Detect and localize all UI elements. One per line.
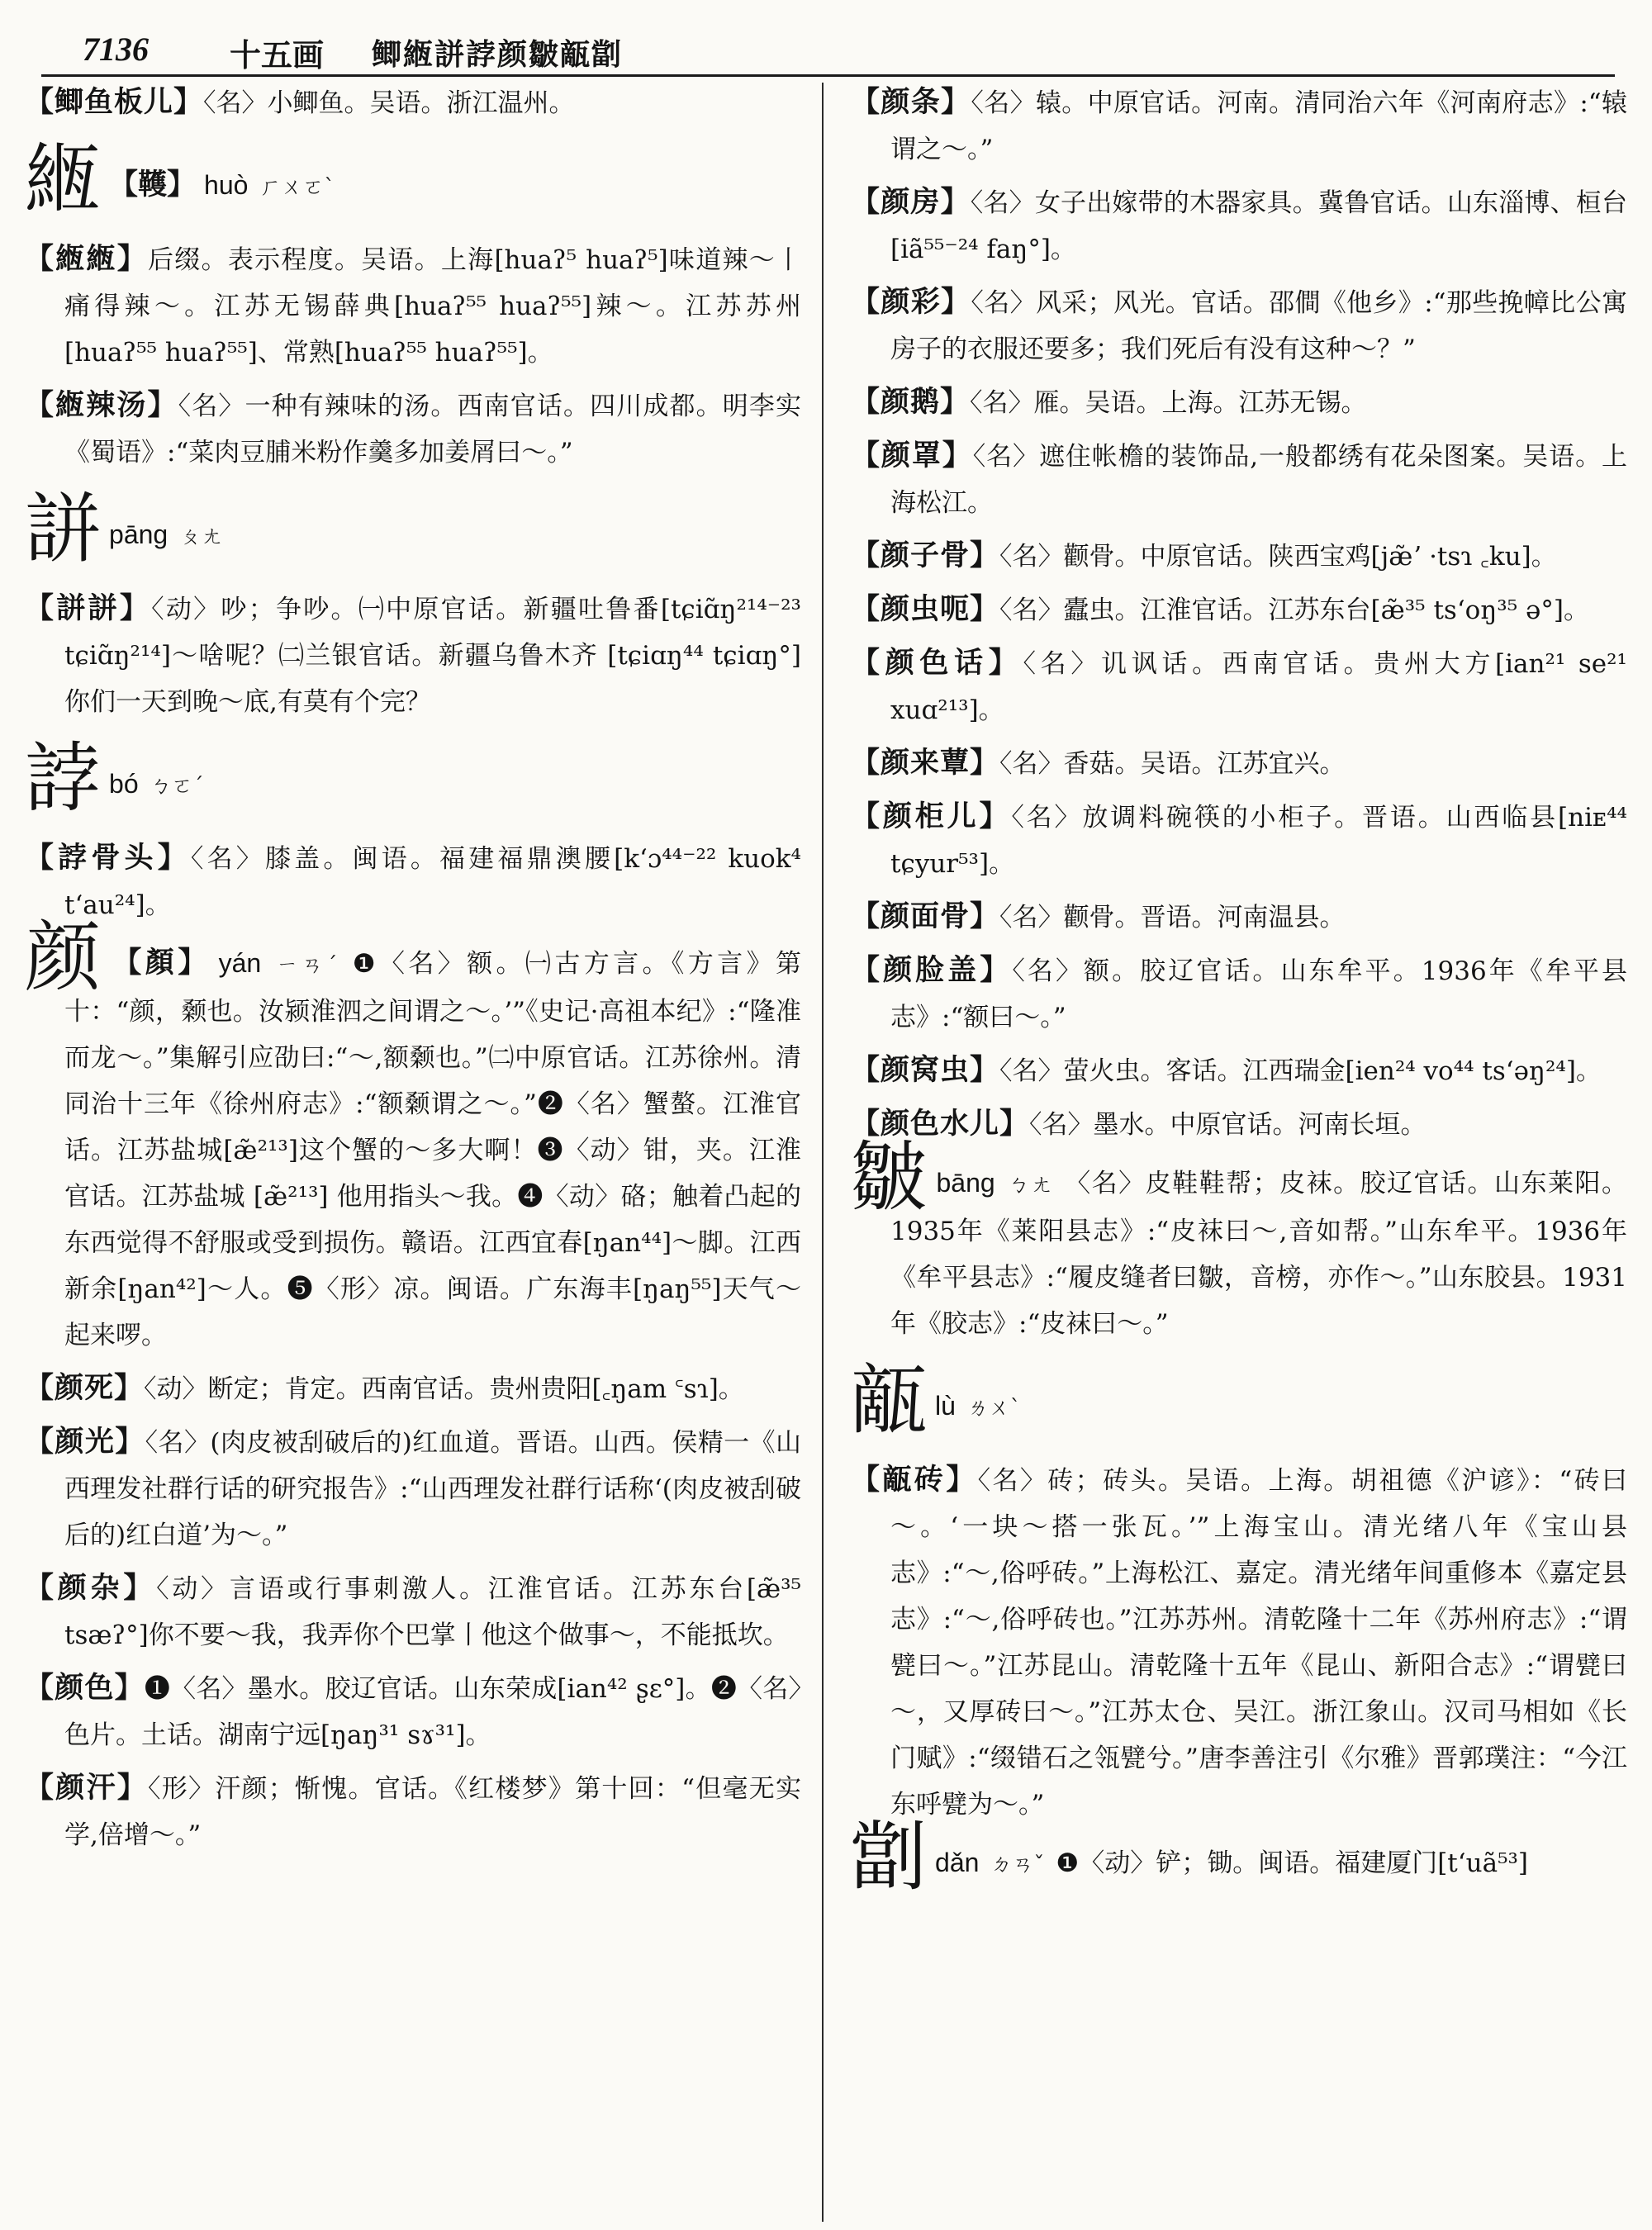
right-column: [851, 79, 1627, 2227]
entry-definition: 〈名〉额。胶辽官话。山东牟平。1936年《牟平县志》:“额曰～。”: [890, 956, 1627, 1032]
entry-term: 【誁誁】: [25, 591, 152, 625]
stroke-section: 十五画: [230, 36, 325, 74]
entry-definition: 〈名〉女子出嫁带的木器家具。冀鲁官话。山东淄博、桓台[iã⁵⁵⁻²⁴ faŋ°]。: [890, 188, 1627, 264]
entry-definition: 〈名〉膝盖。闽语。福建福鼎澳腰[k‘ɔ⁴⁴⁻²² kuok⁴ t‘au²⁴]。: [64, 844, 801, 920]
entry-definition: 〈名〉辕。中原官话。河南。清同治六年《河南府志》:“辕谓之～。”: [890, 88, 1627, 164]
entry-term: 【颜光】: [25, 1425, 145, 1459]
headword-pinyin: lù: [935, 1391, 956, 1421]
entry-term: 【颜条】: [851, 85, 971, 119]
entry-term: 【颜汗】: [25, 1771, 148, 1805]
entry-term: 【鲫鱼板儿】: [25, 85, 204, 119]
entry-term: 【颜房】: [851, 185, 971, 219]
dictionary-entry: [25, 1565, 801, 1658]
headword-entry: [25, 733, 801, 832]
headword-entry: [851, 1813, 1627, 1901]
headword-character: 緪: [25, 135, 102, 224]
headword-character: 颜: [25, 913, 105, 1002]
header-characters: 鲫緪誁誖颜皺甋劏: [372, 37, 624, 72]
dictionary-entry: [25, 236, 801, 376]
headword-character: 皺: [851, 1133, 928, 1222]
entry-definition: 〈名〉讥讽话。西南官话。贵州大方[ian²¹ se²¹ xuɑ²¹³]。: [890, 649, 1627, 725]
dictionary-entry: [851, 1101, 1627, 1148]
entry-definition: 〈名〉一种有辣味的汤。西南官话。四川成都。明李实《蜀语》:“菜肉豆脯米粉作羹多加姜屑曰～。”: [64, 391, 801, 467]
dictionary-entry: [851, 1047, 1627, 1094]
entry-definition: 〈名〉萤火虫。客话。江西瑞金[ien²⁴ vo⁴⁴ ts‘əŋ²⁴]。: [999, 1056, 1602, 1086]
page-number: 7136: [83, 31, 149, 68]
entry-term: 【颜窝虫】: [851, 1053, 1000, 1087]
entry-term: 【颜罩】: [851, 439, 973, 472]
dictionary-entry: [25, 1419, 801, 1559]
entry-definition: 〈名〉砖；砖头。吴语。上海。胡祖德《沪谚》：“砖曰～。‘一块～搭一张瓦。’”上海宝山。清光绪八年《宝山县志》:“～,俗呼砖。”上海松江、嘉定。清光绪年间重修本《嘉定县志》:“～,俗呼砖也。”江苏苏州。清乾隆十二年《苏州府志》:“谓甓曰～。”江苏昆山。清乾隆十五年《昆山、新阳合志》:“谓甓曰～，又厚砖曰～。”江苏太仓、吴江。浙江象山。汉司马相如《长门赋》:“缀错石之瓴甓兮。”唐李善注引《尔雅》晋郭璞注：“今江东呼甓为～。”: [890, 1466, 1627, 1820]
headword-zhuyin: ㄌㄨˋ: [966, 1396, 1021, 1421]
headword-variant: 【顏】: [112, 946, 211, 980]
entry-definition: 〈名〉颧骨。晋语。河南温县。: [999, 903, 1346, 932]
dictionary-entry: [851, 279, 1627, 372]
entry-term: 【甋砖】: [851, 1463, 978, 1497]
entry-term: 【颜彩】: [851, 285, 971, 319]
headword-zhuyin: ㄅㄛˊ: [150, 774, 204, 799]
headword-pinyin: dǎn: [935, 1848, 980, 1877]
entry-definition: 〈名〉风采；风光。官话。邵僴《他乡》:“那些挽幛比公寓房子的衣服还要多；我们死后有没有这种～？”: [890, 288, 1627, 364]
dictionary-entry: [851, 533, 1627, 580]
entry-term: 【緪辣汤】: [25, 388, 178, 422]
headword-entry: [25, 913, 801, 1359]
entry-definition: 〈名〉墨水。中原官话。河南长垣。: [1029, 1110, 1427, 1140]
entry-definition: 〈名〉遮住帐檐的装饰品,一般都绣有花朵图案。吴语。上海松江。: [890, 442, 1627, 518]
dictionary-entry: [851, 433, 1627, 526]
entry-term: 【誖骨头】: [25, 841, 191, 875]
entry-term: 【颜面骨】: [851, 899, 1000, 933]
dictionary-entry: [851, 586, 1627, 633]
entry-definition: 〈动〉吵；争吵。㈠中原官话。新疆吐鲁番[tɕiɑ̃ŋ²¹⁴⁻²³ tɕiɑ̃ŋ²¹⁴]～啥呢？㈡兰银官话。新疆乌鲁木齐 [tɕiɑŋ⁴⁴ tɕiɑŋ°]你们一天到晚～底,有莫有个完？: [64, 595, 801, 717]
entry-term: 【颜子骨】: [851, 539, 1000, 572]
entry-term: 【颜色】: [25, 1671, 145, 1705]
entry-definition: 〈名〉放调料碗筷的小柜子。晋语。山西临县[niᴇ⁴⁴ tɕyur⁵³]。: [890, 803, 1627, 879]
dictionary-entry: [851, 947, 1627, 1041]
dictionary-entry: [851, 379, 1627, 426]
headword-entry: [851, 1355, 1627, 1454]
dictionary-entry: [25, 835, 801, 928]
headword-zhuyin: ㄅㄤ: [1006, 1173, 1054, 1198]
headword-zhuyin: ㄆㄤ: [179, 524, 223, 549]
entry-term: 【颜色水儿】: [851, 1107, 1030, 1141]
dictionary-entry: [25, 1665, 801, 1758]
dictionary-entry: [25, 382, 801, 476]
headword-pinyin: bó: [109, 769, 139, 799]
entry-definition: ❶〈名〉墨水。胶辽官话。山东荣成[ian⁴² ʂɛ°]。❷〈名〉色片。土话。湖南宁远[ŋaŋ³¹ sɤ³¹]。: [64, 1674, 801, 1750]
headword-pinyin: yán: [218, 948, 262, 978]
entry-term: 【颜杂】: [25, 1571, 157, 1605]
entry-definition: 〈名〉小鲫鱼。吴语。浙江温州。: [203, 88, 575, 118]
headword-entry: [25, 135, 801, 233]
entry-definition: 后缀。表示程度。吴语。上海[huaʔ⁵ huaʔ⁵]味道辣～丨痛得辣～。江苏无锡薛典[huaʔ⁵⁵ huaʔ⁵⁵]辣～。江苏苏州 [huaʔ⁵⁵ huaʔ⁵⁵]、常熟[huaʔ⁵⁵ huaʔ⁵⁵]。: [64, 245, 801, 368]
headword-definition: ❶〈动〉铲；锄。闽语。福建厦门[t‘uã⁵³]: [1056, 1848, 1529, 1878]
entry-term: 【颜鹅】: [851, 385, 971, 419]
entry-term: 【颜脸盖】: [851, 953, 1013, 987]
headword-pinyin: bāng: [936, 1168, 995, 1198]
entry-definition: 〈形〉汗颜；惭愧。官话。《红楼梦》第十回：“但毫无实学,倍增～。”: [64, 1774, 801, 1850]
dictionary-entry: [851, 79, 1627, 173]
dictionary-entry: [851, 894, 1627, 941]
headword-zhuyin: ㄉㄢˇ: [990, 1853, 1045, 1877]
headword-definition: 〈名〉皮鞋鞋帮；皮袜。胶辽官话。山东莱阳。1935年《莱阳县志》:“皮袜曰～,音如帮。”山东牟平。1936年《牟平县志》:“履皮缝者曰皺，音榜，亦作～。”山东胶县。1931年《胶志》:“皮袜曰～。”: [890, 1169, 1627, 1339]
headword-zhuyin: ㄧㄢˊ: [273, 953, 341, 978]
entry-term: 【颜死】: [25, 1371, 145, 1405]
headword-character: 誖: [25, 734, 102, 823]
headword-entry: [25, 484, 801, 582]
headword-pinyin: huò: [204, 170, 249, 200]
dictionary-entry: [851, 794, 1627, 887]
dictionary-entry: [851, 640, 1627, 733]
dictionary-entry: [851, 1457, 1627, 1828]
entry-term: 【颜来蕈】: [851, 746, 1000, 780]
entry-definition: 〈名〉香菇。吴语。江苏宜兴。: [999, 749, 1346, 779]
headword-variant: 【韄】: [109, 168, 197, 202]
entry-term: 【颜色话】: [851, 646, 1023, 680]
headword-pinyin: pāng: [109, 520, 169, 549]
column-divider: [822, 83, 824, 2222]
dictionary-entry: [25, 586, 801, 725]
headword-definition: ❶〈名〉额。㈠古方言。《方言》第十：“颜，颡也。汝颍淮泗之间谓之～。’”《史记·高祖本纪》:“隆准而龙～。”集解引应劭曰:“～,额颡也。”㈡中原官话。江苏徐州。清同治十三年《徐州府志》:“额颡谓之～。”❷〈名〉蟹螯。江淮官话。江苏盐城[æ̃²¹³]这个蟹的～多大啊！❸〈动〉钳，夹。江淮官话。江苏盐城 [æ̃²¹³] 他用指头～我。❹〈动〉硌；触着凸起的东西觉得不舒服或受到损伤。赣语。江西宜春[ŋan⁴⁴]～脚。江西新余[ŋan⁴²]～人。❺〈形〉凉。闽语。广东海丰[ŋaŋ⁵⁵]天气～起来啰。: [64, 949, 801, 1350]
entry-term: 【颜虫呃】: [851, 592, 1000, 626]
headword-character: 甋: [851, 1356, 928, 1445]
headword-zhuyin: ㄏㄨㄛˋ: [259, 175, 335, 200]
dictionary-entry: [851, 740, 1627, 787]
entry-definition: 〈动〉断定；肯定。西南官话。贵州贵阳[꜀ŋam ꜂sɿ]。: [144, 1374, 744, 1404]
entry-term: 【緪緪】: [25, 242, 149, 276]
entry-definition: 〈名〉蠹虫。江淮官话。江苏东台[æ̃³⁵ ts‘oŋ³⁵ ə°]。: [999, 595, 1589, 625]
dictionary-entry: [25, 1765, 801, 1858]
entry-term: 【颜柜儿】: [851, 799, 1012, 833]
entry-definition: 〈名〉(肉皮被刮破后的)红血道。晋语。山西。侯精一《山西理发社群行话的研究报告》:“山西理发社群行话称‘(肉皮被刮破后的)红白道’为～。”: [64, 1428, 801, 1550]
headword-entry: [851, 1133, 1627, 1347]
dictionary-entry: [25, 1365, 801, 1412]
entry-definition: 〈名〉雁。吴语。上海。江苏无锡。: [970, 388, 1367, 418]
left-column: [25, 79, 801, 2227]
entry-definition: 〈名〉颧骨。中原官话。陕西宝鸡[jæ̃ʼ ·tsɿ ꜀ku]。: [999, 542, 1557, 572]
entry-definition: 〈动〉言语或行事刺激人。江淮官话。江苏东台[æ̃³⁵ tsæʔ°]你不要～我，我弄你个巴掌丨他这个做事～，不能抵坎。: [64, 1574, 801, 1650]
dictionary-entry: [25, 79, 801, 126]
dictionary-entry: [851, 179, 1627, 273]
headword-character: 誁: [25, 485, 102, 573]
headword-character: 劏: [851, 1813, 928, 1901]
page-header: [41, 17, 1615, 77]
